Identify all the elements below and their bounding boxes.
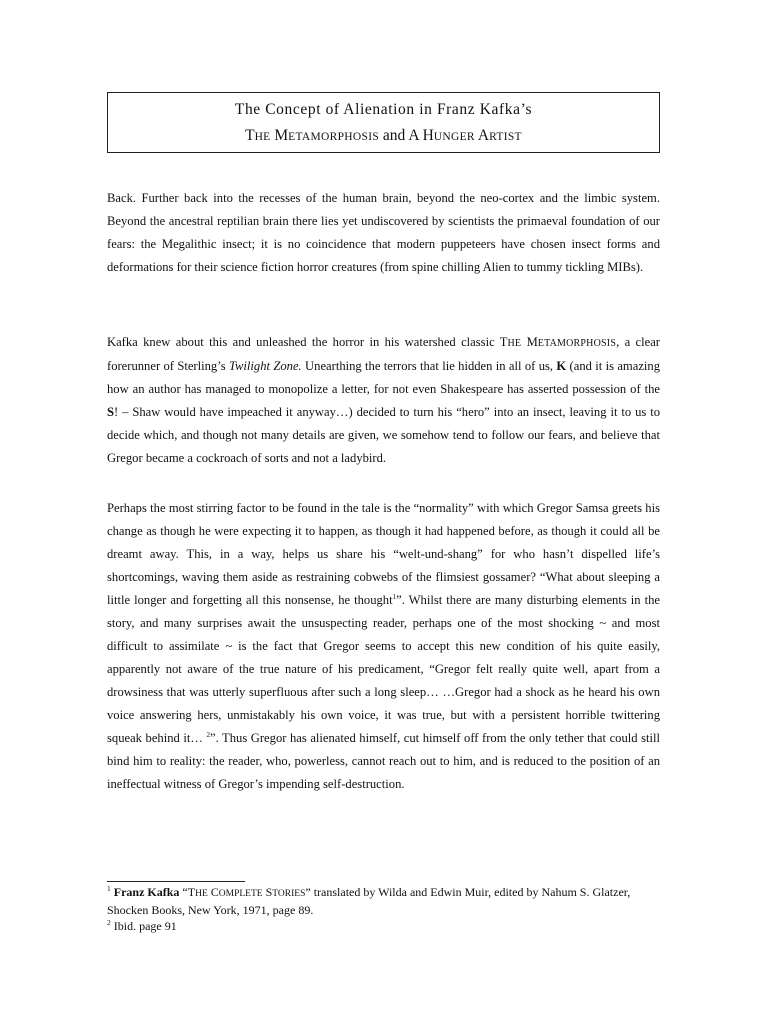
footnote-1-author: Franz Kafka xyxy=(113,885,180,899)
smallcaps-first: M xyxy=(526,335,538,349)
bold-letter-s: S xyxy=(107,405,115,419)
footnote-divider xyxy=(107,881,245,882)
subtitle-smallcaps: HE xyxy=(254,131,271,143)
subtitle-letter: M xyxy=(274,127,289,144)
text-run: ! – Shaw would have impeached it anyway…) decided to turn his “hero” into an insect, leaving it to us to decide which, and though not many details are given, we somehow tend to follow our fears, and believe that Gregor became a cockroach of sorts and not a ladybird. xyxy=(107,405,660,465)
smallcaps-rest: HE xyxy=(195,889,208,899)
text-run: , a clear forerunner of Sterling’s xyxy=(107,335,660,373)
smallcaps-first: T xyxy=(499,335,508,349)
paragraph-2-text xyxy=(107,331,660,470)
footnote-2-number: 2 xyxy=(107,918,111,927)
smallcaps-rest: OMPLETE xyxy=(218,889,263,899)
footnotes xyxy=(107,884,660,934)
subtitle-smallcaps: RTIST xyxy=(489,131,522,143)
smallcaps-first: C xyxy=(210,885,219,899)
text-run: ”. Thus Gregor has alienated himself, cut himself off from the only tether that could still bind him to reality: the reader, who, powerless, cannot reach out to him, and is reduced to the position of an ineffectual witness of Gregor’s impending self-destruction. xyxy=(107,731,660,791)
footnote-1 xyxy=(107,884,660,918)
subtitle-letter: A xyxy=(408,127,419,144)
smallcaps-rest: TORIES xyxy=(272,889,306,899)
text-run: Unearthing the terrors that lie hidden in all of us, xyxy=(301,359,557,373)
paragraph-2 xyxy=(107,331,660,470)
smallcaps-first: T xyxy=(187,885,196,899)
subtitle-letter: A xyxy=(477,127,490,144)
subtitle-smallcaps: UNGER xyxy=(433,131,475,143)
text-run: “ xyxy=(179,885,188,899)
smallcaps-first: S xyxy=(265,885,273,899)
italic-title: Twilight Zone. xyxy=(228,359,302,373)
document-subtitle xyxy=(108,127,659,145)
paragraph-1-text: Back. Further back into the recesses of the human brain, beyond the neo-cortex and the limbic system. Beyond the ancestral reptilian brain there lies yet undiscovered by scientists the primaeval foundation of our fears: the Megalithic insect; it is no coincidence that modern puppeteers have chosen insect forms and deformations for their science fiction horror creatures (from spine chilling Alien to tummy tickling MIBs). xyxy=(107,191,660,274)
title-box xyxy=(107,92,660,153)
bold-letter-k: K xyxy=(556,359,567,373)
smallcaps-rest: ETAMORPHOSIS xyxy=(537,338,617,349)
document-title: The Concept of Alienation in Franz Kafka’s xyxy=(234,101,533,118)
footnote-2-text: Ibid. page 91 xyxy=(110,919,177,933)
footnote-1-number: 1 xyxy=(107,884,111,893)
text-run: ” translated by Wilda and Edwin Muir, edited by Nahum S. Glatzer, Shocken Books, New York, 1971, page 89. xyxy=(107,885,631,917)
paragraph-3-text xyxy=(107,497,660,796)
text-run: (and it is amazing how an author has managed to monopolize a letter, for not even Shakespeare has asserted possession of the xyxy=(107,359,661,396)
footnote-2 xyxy=(107,918,660,934)
book-title-inline xyxy=(500,335,616,349)
subtitle-smallcaps: ETAMORPHOSIS xyxy=(288,131,380,143)
subtitle-letter: T xyxy=(245,127,255,144)
subtitle-letter: H xyxy=(422,127,434,144)
subtitle-conjunction: and xyxy=(382,127,406,144)
text-run: ”. Whilst there are many disturbing elements in the story, and many surprises await the unsuspecting reader, perhaps one of the most shocking ~ and most difficult to assimilate ~ is the fact that Gregor seems to accept this new condition of his quite easily, apparently not aware of the true nature of his predicament, “Gregor felt really quite well, apart from a drowsiness that was utterly superfluous after such a long sleep… …Gregor had a shock as he heard his own voice answering hers, unmistakably his own voice, it was true, but with a persistent horrible twittering squeak behind it… xyxy=(107,593,660,745)
text-run: Perhaps the most stirring factor to be found in the tale is the “normality” with which Gregor Samsa greets his change as though he were expecting it to happen, as though it had happened before, as though it could all be dreamt away. This, in a way, helps us share his “welt-und-shang” for who hasn’t dispelled life’s shortcomings, waving them aside as restraining cobwebs of the flimsiest gossamer? “What about sleeping a little longer and forgetting all this nonsense, he thought xyxy=(107,501,660,607)
footnote-ref-2[interactable]: 2 xyxy=(206,730,210,739)
paragraph-3 xyxy=(107,497,660,796)
paragraph-1 xyxy=(107,187,660,279)
smallcaps-rest: HE xyxy=(507,338,522,349)
text-run: Kafka knew about this and unleashed the horror in his watershed classic xyxy=(107,335,500,349)
footnote-ref-1[interactable]: 1 xyxy=(392,592,397,601)
